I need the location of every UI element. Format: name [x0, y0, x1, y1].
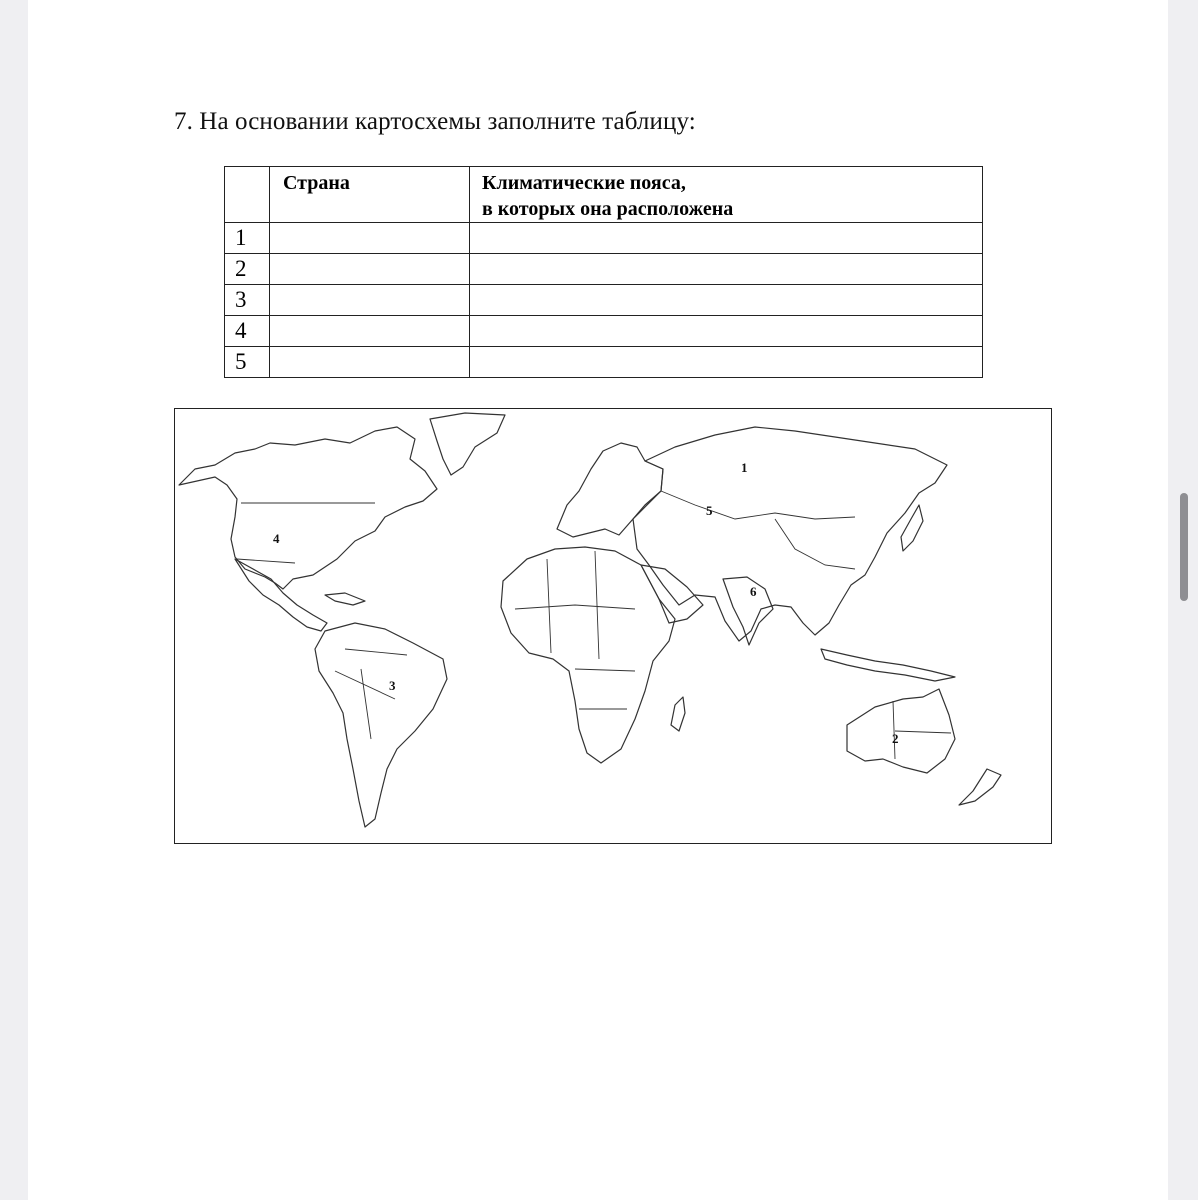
- table-header-country: Страна: [270, 167, 470, 223]
- madagascar-outline: [671, 697, 685, 731]
- country-cell[interactable]: [270, 223, 470, 254]
- world-map-svg: [175, 409, 1051, 843]
- china-border: [775, 519, 855, 569]
- map-label-3: 3: [389, 678, 396, 693]
- answer-table: [224, 166, 983, 378]
- japan-outline: [901, 505, 923, 551]
- question-text: 7. На основании картосхемы заполните таблицу:: [174, 108, 696, 135]
- us-mexico-border: [237, 559, 295, 563]
- document-page: [28, 0, 1168, 1200]
- australia-borders: [893, 701, 951, 759]
- map-label-5: 5: [706, 503, 713, 518]
- map-label-6: 6: [750, 584, 757, 599]
- table-header-number: [225, 167, 270, 223]
- header-climate-line1: Климатические пояса,: [482, 172, 686, 194]
- table-header-row: [225, 167, 983, 223]
- asia-outline: [633, 427, 947, 641]
- row-number: 1: [225, 223, 270, 254]
- country-cell[interactable]: [270, 285, 470, 316]
- table-row: [225, 254, 983, 285]
- table-header-climate: [470, 167, 983, 223]
- central-america-outline: [235, 559, 327, 631]
- greenland-outline: [430, 413, 505, 475]
- europe-outline: [557, 443, 663, 537]
- south-america-outline: [315, 623, 447, 827]
- climate-cell[interactable]: [470, 285, 983, 316]
- table-row: [225, 347, 983, 378]
- africa-borders: [515, 551, 635, 709]
- country-cell[interactable]: [270, 254, 470, 285]
- climate-cell[interactable]: [470, 254, 983, 285]
- climate-cell[interactable]: [470, 347, 983, 378]
- table-row: [225, 316, 983, 347]
- map-label-2: 2: [892, 731, 899, 746]
- scrollbar-thumb[interactable]: [1180, 493, 1188, 601]
- new-zealand-outline: [959, 769, 1001, 805]
- row-number: 4: [225, 316, 270, 347]
- south-america-borders: [335, 649, 407, 739]
- climate-cell[interactable]: [470, 316, 983, 347]
- russia-border: [661, 491, 855, 519]
- country-cell[interactable]: [270, 316, 470, 347]
- row-number: 2: [225, 254, 270, 285]
- map-label-4: 4: [273, 531, 280, 546]
- north-america-outline: [179, 427, 437, 589]
- world-map: [174, 408, 1052, 844]
- country-cell[interactable]: [270, 347, 470, 378]
- table-row: [225, 285, 983, 316]
- row-number: 5: [225, 347, 270, 378]
- header-climate-line2: в которых она расположена: [482, 198, 734, 220]
- caribbean-outline: [325, 593, 365, 605]
- map-label-1: 1: [741, 460, 748, 475]
- climate-cell[interactable]: [470, 223, 983, 254]
- row-number: 3: [225, 285, 270, 316]
- table-row: [225, 223, 983, 254]
- indonesia-outline: [821, 649, 955, 681]
- india-outline: [723, 577, 773, 645]
